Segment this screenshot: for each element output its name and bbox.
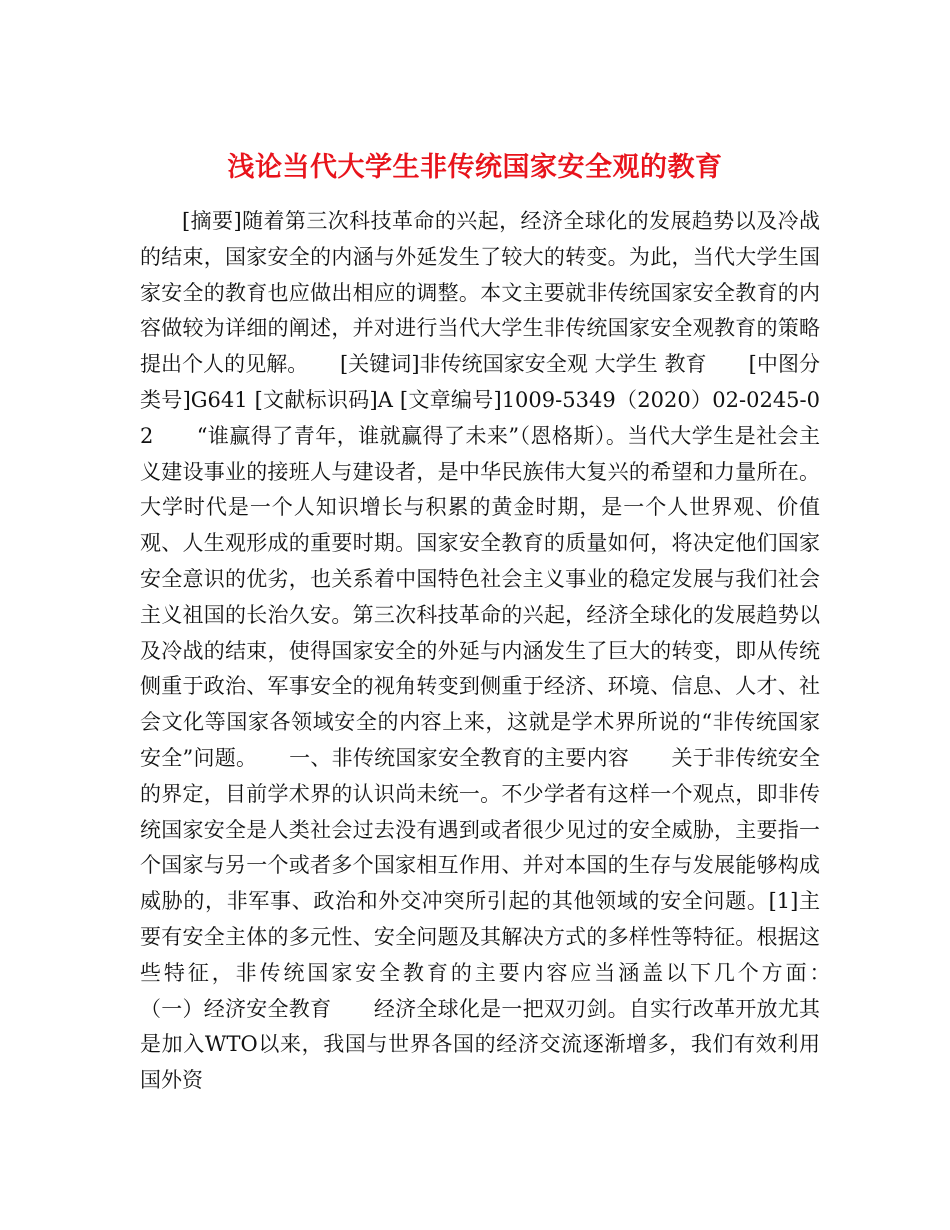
document-body: [摘要]随着第三次科技革命的兴起，经济全球化的发展趋势以及冷战的结束，国家安全的内涵与外延发生了较大的转变。为此，当代大学生国家安全的教育也应做出相应的调整。本文主要就非传统国家安全教育的内容做较为详细的阐述，并对进行当代大学生非传统国家安全观教育的策略提出个人的见解。 [关键词]非传统国家安全观 大学生 教育 [中图分类号]G641 [文献标识码]A [文章编号]1009-5349（2020）02-0245-02 “谁赢得了青年，谁就赢得了未来”（恩格斯）。当代大学生是社会主义建设事业的接班人与建设者，是中华民族伟大复兴的希望和力量所在。大学时代是一个人知识增长与积累的黄金时期，是一个人世界观、价值观、人生观形成的重要时期。国家安全教育的质量如何，将决定他们国家安全意识的优劣，也关系着中国特色社会主义事业的稳定发展与我们社会主义祖国的长治久安。第三次科技革命的兴起，经济全球化的发展趋势以及冷战的结束，使得国家安全的外延与内涵发生了巨大的转变，即从传统侧重于政治、军事安全的视角转变到侧重于经济、环境、信息、人才、社会文化等国家各领域安全的内容上来，这就是学术界所说的“非传统国家安全”问题。 一、非传统国家安全教育的主要内容 关于非传统安全的界定，目前学术界的认识尚未统一。不少学者有这样一个观点，即非传统国家安全是人类社会过去没有遇到或者很少见过的安全威胁，主要指一个国家与另一个或者多个国家相互作用、并对本国的生存与发展能够构成威胁的，非军事、政治和外交冲突所引起的其他领域的安全问题。[1]主要有安全主体的多元性、安全问题及其解决方式的多样性等特征。根据这些特征，非传统国家安全教育的主要内容应当涵盖以下几个方面： （一）经济安全教育 经济全球化是一把双刃剑。自实行改革开放尤其是加入WTO以来，我国与世界各国的经济交流逐渐增多，我们有效利用国外资 bbox=[140, 209, 862, 1093]
document-title: 浅论当代大学生非传统国家安全观的教育 bbox=[227, 152, 723, 184]
